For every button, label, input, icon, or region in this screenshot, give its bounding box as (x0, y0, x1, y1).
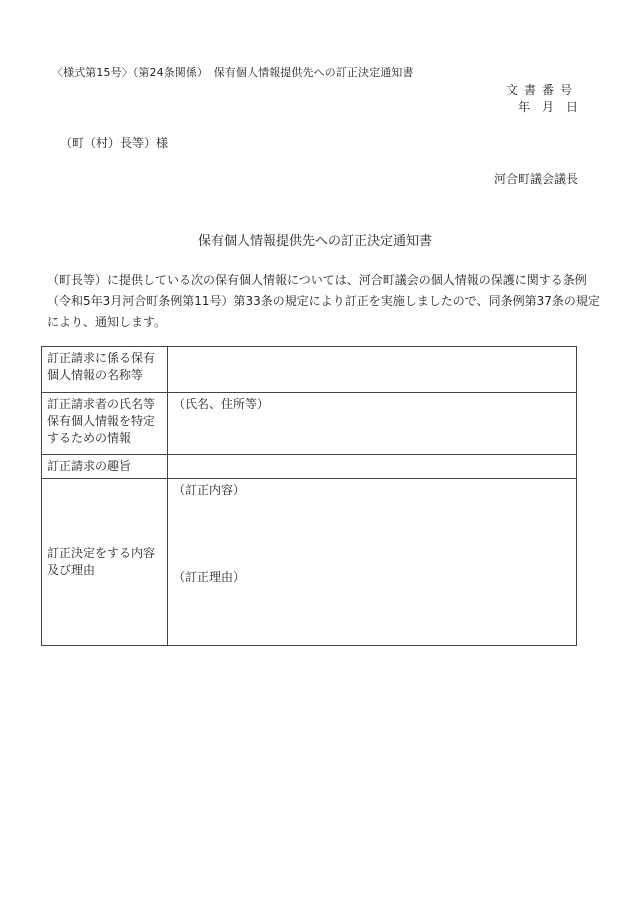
detail-table (41, 346, 577, 646)
form-label: 〈様式第15号〉（第24条関係） 保有個人情報提供先への訂正決定通知書 (52, 66, 414, 79)
table-row (42, 393, 577, 455)
row-value-cell (168, 479, 577, 646)
table-row (42, 479, 577, 646)
document-number-label: 文書番号 (505, 83, 578, 97)
row-label: 訂正決定をする内容及び理由 (42, 479, 168, 646)
table-row (42, 455, 577, 479)
row-value-cell: （氏名、住所等） (168, 393, 577, 455)
date-label: 年 月 日 (517, 100, 578, 114)
body-line: により、通知します。 (47, 315, 167, 329)
row-label: 訂正請求の趣旨 (42, 455, 168, 479)
table-row (42, 347, 577, 393)
body-line: （町長等）に提供している次の保有個人情報については、河合町議会の個人情報の保護に関する条例 (47, 273, 587, 287)
body-line: （令和5年3月河合町条例第11号）第33条の規定により訂正を実施しましたので、同条例第37条の規定 (47, 294, 600, 308)
correction-reason-label: （訂正理由） (173, 570, 246, 584)
body-paragraph (47, 270, 600, 333)
row-value-cell (168, 455, 577, 479)
recipient-name: （町（村）長等）様 (60, 136, 169, 150)
document-title: 保有個人情報提供先への訂正決定通知書 (197, 234, 432, 249)
row-label: 訂正請求者の氏名等保有個人情報を特定するための情報 (42, 393, 168, 455)
correction-content-label: （訂正内容） (173, 483, 246, 497)
sender-name: 河合町議会議長 (493, 172, 578, 186)
row-value-cell (168, 347, 577, 393)
row-label: 訂正請求に係る保有個人情報の名称等 (42, 347, 168, 393)
